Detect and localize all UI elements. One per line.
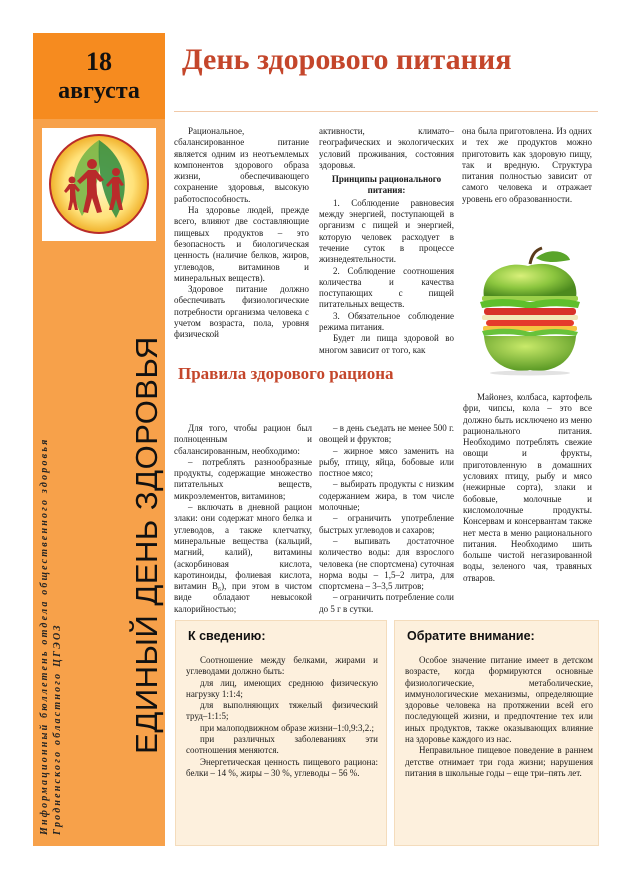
vertical-banner [33, 246, 165, 846]
principle-item: 2. Соблюдение соотношения количества и качества поступающих с пищей питательных веществ. [319, 265, 454, 310]
vertical-title: ЕДИНЫЙ ДЕНЬ ЗДОРОВЬЯ [129, 336, 164, 754]
rules-column-1 [174, 423, 312, 615]
paragraph: она была приготовлена. Из одних и тех же продуктов можно приготовить как здоровую пищу, так и вредную. Структура питания полностью зависит от самого человека и отражает уровень его образованности. [462, 126, 592, 204]
vertical-subtitle-line2: Гродненского областного ЦГЭОЗ [52, 623, 63, 835]
apple-sandwich-image [470, 246, 590, 376]
principles-heading: Принципы рационального питания: [331, 174, 442, 196]
principle-item: 1. Соблюдение равновесия между энергией, поступающей в организм с пищей и энергией, которую человек расходует в течение суток в процессе жизнедеятельности. [319, 197, 454, 265]
paragraph: На здоровье людей, прежде всего, влияют две составляющие пищевых продуктов – это безопасность и биологическая ценность (наличие белков, жиров, углеводов, витаминов и минеральных веществ). [174, 205, 309, 283]
attention-box-title: Обратите внимание: [407, 629, 535, 643]
attention-box [394, 620, 599, 846]
title-divider [174, 111, 598, 112]
intro-column-2 [319, 126, 454, 356]
date-day: 18 [86, 47, 112, 76]
info-box-body [186, 655, 378, 779]
paragraph: Для того, чтобы рацион был полноценным и сбалансированным, необходимо: [174, 423, 312, 456]
rule-item: – включать в дневной рацион злаки: они содержат много белка и углеводов, а также клетчатку, минеральные вещества (кальций, магний, калий), витамины (аскорбиновая кислота, каротиноиды, фолиевая кислота, витамин B₆), при этом в чистом виде обладают невысокой калорийностью; [174, 502, 312, 614]
family-logo-icon [42, 128, 156, 241]
attention-box-body [405, 655, 593, 779]
rule-item: – потреблять разнообразные продукты, содержащие множество питательных веществ, микроэлементов, витаминов; [174, 456, 312, 501]
paragraph: Майонез, колбаса, картофель фри, чипсы, кола – это все должно быть исключено из меню рационального питания. Необходимо потреблять свежие овощи и фрукты, приготовленную в домашних условиях птицу, рыбу и мясо (нежирные сорта), злаки и бобовые, молочные и кисломолочные продукты. Консервам и консервантам также нет места в меню рационального питания. Необходимо шить больше чистой негазированной воды, зеленого чая, травяных отваров. [463, 392, 592, 583]
rule-item: – выпивать достаточное количество воды: для взрослого человека (не спортсмена) суточная норма воды – 1,5–2 литра, для спортсмена – 3–3,5 литров; [319, 535, 454, 592]
paragraph: Энергетическая ценность пищевого рациона: белки – 14 %, жиры – 30 %, углеводы – 56 %. [186, 756, 378, 778]
rule-item: – в день съедать не менее 500 г. овощей и фруктов; [319, 423, 454, 445]
paragraph: Будет ли пища здоровой во многом зависит от того, как [319, 333, 454, 355]
logo-panel [42, 128, 156, 241]
paragraph: активности, климато–географических и экологических условий проживания, состояния здоровья. [319, 126, 454, 170]
date-box [33, 33, 165, 119]
paragraph: Соотношение между белками, жирами и углеводами должно быть: [186, 655, 378, 677]
date-month: августа [58, 78, 140, 104]
page-title: День здорового питания [182, 43, 512, 76]
paragraph: для выполняющих тяжелый физический труд–1:1:5; [186, 700, 378, 722]
paragraph: Рациональное, сбалансированное питание является одним из неотъемлемых компонентов здорового образа жизни, обеспечивающего сохранение здоровья, высокую работоспособность. [174, 126, 309, 204]
rule-item: – ограничить употребление быстрых углеводов и сахаров; [319, 513, 454, 535]
rules-heading: Правила здорового рациона [178, 364, 394, 383]
paragraph: Неправильное пищевое поведение в раннем детстве отнимает три года жизни; нарушения питания в школьные годы – еще три–пять лет. [405, 745, 593, 778]
rule-item: – выбирать продукты с низким содержанием жира, в том числе молочные; [319, 479, 454, 513]
rules-column-2 [319, 423, 454, 615]
intro-column-3 [462, 126, 592, 205]
rules-column-3 [463, 392, 592, 584]
vertical-subtitle-line1: Информационный бюллетень отдела общественного здоровья [39, 437, 50, 835]
paragraph: при различных заболеваниях эти соотношения меняются. [186, 734, 378, 756]
paragraph: для лиц, имеющих среднюю физическую нагрузку 1:1:4; [186, 677, 378, 699]
rule-item: – жирное мясо заменить на рыбу, птицу, яйца, бобовые или постное мясо; [319, 445, 454, 479]
info-box [175, 620, 387, 846]
intro-column-1 [174, 126, 309, 341]
paragraph: Здоровое питание должно обеспечивать физиологические потребности организма человека с учетом возраста, пола, уровня физической [174, 284, 309, 340]
rule-item: – ограничить потребление соли до 5 г в сутки. [319, 592, 454, 614]
paragraph: Особое значение питание имеет в детском возрасте, когда формируются основные физиологические, метаболические, иммунологические механизмы, определяющие здоровье человека на протяжении всей его последующей жизни, и предпочтение тех или иных продуктов, также оказывающих влияние на здоровье каждого из нас. [405, 655, 593, 745]
info-box-title: К сведению: [188, 629, 266, 643]
principle-item: 3. Обязательное соблюдение режима питания. [319, 310, 454, 333]
paragraph: при малоподвижном образе жизни–1:0,9:3,2.; [200, 722, 374, 733]
